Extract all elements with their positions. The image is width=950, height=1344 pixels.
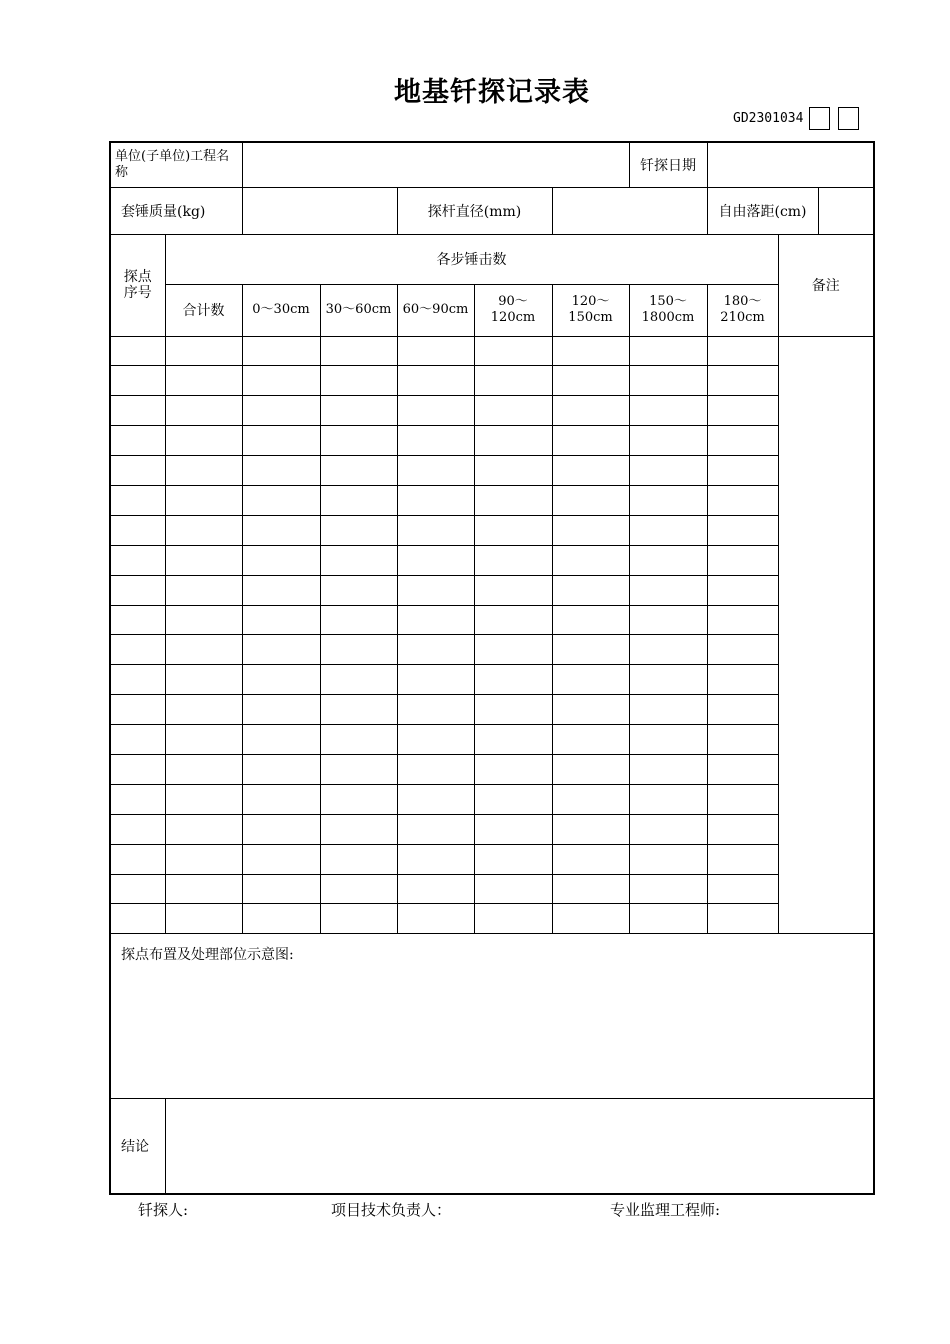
data-cell[interactable] (629, 754, 707, 784)
data-cell[interactable] (707, 784, 778, 814)
data-cell[interactable] (110, 366, 165, 396)
data-cell[interactable] (474, 725, 552, 755)
data-cell[interactable] (110, 456, 165, 486)
table-row (110, 336, 874, 366)
data-cell[interactable] (552, 545, 629, 575)
table-row (110, 784, 874, 814)
table-row (110, 485, 874, 515)
col-90-120: 90～ 120cm (474, 284, 552, 336)
data-cell[interactable] (110, 635, 165, 665)
data-cell[interactable] (629, 784, 707, 814)
table-row (110, 904, 874, 934)
probe-record-table (109, 141, 875, 1195)
data-cell[interactable] (707, 874, 778, 904)
data-cell[interactable] (242, 366, 320, 396)
data-cell[interactable] (397, 396, 474, 426)
data-cell[interactable] (110, 844, 165, 874)
data-cell[interactable] (397, 366, 474, 396)
data-cell[interactable] (397, 515, 474, 545)
table-row (110, 814, 874, 844)
data-cell[interactable] (320, 754, 397, 784)
data-cell[interactable] (397, 695, 474, 725)
col-150-1800: 150～ 1800cm (629, 284, 707, 336)
data-cell[interactable] (242, 695, 320, 725)
hammer-mass-label: 套锤质量(kg) (110, 187, 242, 234)
data-cell[interactable] (552, 904, 629, 934)
data-cell[interactable] (629, 485, 707, 515)
data-cell[interactable] (474, 545, 552, 575)
col-0-30: 0～30cm (242, 284, 320, 336)
remark-field[interactable] (778, 336, 874, 934)
data-cell[interactable] (110, 515, 165, 545)
data-cell[interactable] (552, 695, 629, 725)
data-cell[interactable] (397, 635, 474, 665)
data-cell[interactable] (110, 336, 165, 366)
data-cell[interactable] (110, 695, 165, 725)
blow-count-header: 各步锤击数 (165, 234, 778, 284)
col-60-90: 60～90cm (397, 284, 474, 336)
data-cell[interactable] (165, 784, 242, 814)
data-cell[interactable] (165, 695, 242, 725)
tech-lead-signature-label: 项目技术负责人： (331, 1201, 452, 1219)
data-cell[interactable] (707, 426, 778, 456)
data-cell[interactable] (552, 366, 629, 396)
data-cell[interactable] (165, 725, 242, 755)
remark-header: 备注 (778, 234, 874, 336)
data-cell[interactable] (110, 426, 165, 456)
data-cell[interactable] (320, 605, 397, 635)
data-cell[interactable] (707, 904, 778, 934)
project-name-label: 单位(子单位)工程名称 (110, 142, 242, 187)
data-cell[interactable] (165, 605, 242, 635)
table-row (110, 575, 874, 605)
data-cell[interactable] (397, 545, 474, 575)
data-cell[interactable] (474, 754, 552, 784)
data-cell[interactable] (474, 904, 552, 934)
data-cell[interactable] (474, 844, 552, 874)
data-cell[interactable] (320, 545, 397, 575)
data-cell[interactable] (242, 725, 320, 755)
data-cell[interactable] (552, 396, 629, 426)
data-cell[interactable] (242, 844, 320, 874)
data-cell[interactable] (165, 904, 242, 934)
supervisor-signature-label: 专业监理工程师: (610, 1201, 721, 1219)
data-cell[interactable] (474, 575, 552, 605)
data-cell[interactable] (397, 904, 474, 934)
data-cell[interactable] (397, 485, 474, 515)
data-cell[interactable] (707, 635, 778, 665)
data-cell[interactable] (242, 605, 320, 635)
data-cell[interactable] (474, 605, 552, 635)
col-total: 合计数 (165, 284, 242, 336)
data-cell[interactable] (552, 784, 629, 814)
data-cell[interactable] (707, 725, 778, 755)
data-cell[interactable] (552, 515, 629, 545)
data-cell[interactable] (397, 336, 474, 366)
data-cell[interactable] (707, 814, 778, 844)
data-cell[interactable] (110, 814, 165, 844)
data-cell[interactable] (165, 366, 242, 396)
table-row (110, 635, 874, 665)
data-cell[interactable] (110, 575, 165, 605)
data-cell[interactable] (552, 725, 629, 755)
data-cell[interactable] (242, 396, 320, 426)
data-cell[interactable] (629, 665, 707, 695)
data-cell[interactable] (242, 456, 320, 486)
data-cell[interactable] (320, 336, 397, 366)
data-cell[interactable] (629, 545, 707, 575)
data-cell[interactable] (707, 456, 778, 486)
table-row (110, 426, 874, 456)
data-cell[interactable] (552, 844, 629, 874)
data-cell[interactable] (474, 874, 552, 904)
data-cell[interactable] (397, 874, 474, 904)
data-cell[interactable] (320, 426, 397, 456)
data-cell[interactable] (242, 754, 320, 784)
data-cell[interactable] (320, 665, 397, 695)
data-cell[interactable] (397, 784, 474, 814)
data-cell[interactable] (707, 665, 778, 695)
data-cell[interactable] (165, 575, 242, 605)
data-cell[interactable] (397, 754, 474, 784)
data-cell[interactable] (629, 635, 707, 665)
data-cell[interactable] (242, 336, 320, 366)
layout-sketch-area[interactable]: 探点布置及处理部位示意图: (110, 934, 874, 1099)
data-cell[interactable] (552, 336, 629, 366)
rod-diameter-field[interactable] (552, 187, 707, 234)
data-cell[interactable] (165, 336, 242, 366)
data-cell[interactable] (397, 605, 474, 635)
data-cell[interactable] (552, 754, 629, 784)
data-cell[interactable] (707, 485, 778, 515)
data-cell[interactable] (474, 635, 552, 665)
data-cell[interactable] (320, 844, 397, 874)
data-cell[interactable] (165, 456, 242, 486)
rod-diameter-label: 探杆直径(mm) (397, 187, 552, 234)
data-cell[interactable] (242, 485, 320, 515)
table-row (110, 396, 874, 426)
probe-date-field[interactable] (707, 142, 874, 187)
data-cell[interactable] (110, 874, 165, 904)
col-180-210: 180～ 210cm (707, 284, 778, 336)
data-cell[interactable] (242, 575, 320, 605)
free-drop-field[interactable] (819, 188, 874, 234)
prober-signature-label: 钎探人: (138, 1201, 189, 1219)
data-cell[interactable] (242, 784, 320, 814)
data-cell[interactable] (397, 844, 474, 874)
data-cell[interactable] (474, 485, 552, 515)
data-cell[interactable] (110, 904, 165, 934)
data-cell[interactable] (397, 665, 474, 695)
data-cell[interactable] (320, 635, 397, 665)
table-row (110, 725, 874, 755)
table-row (110, 874, 874, 904)
data-cell[interactable] (165, 665, 242, 695)
data-cell[interactable] (629, 725, 707, 755)
data-cell[interactable] (110, 396, 165, 426)
data-cell[interactable] (629, 426, 707, 456)
table-row (110, 545, 874, 575)
project-name-field[interactable] (242, 142, 629, 187)
data-cell[interactable] (707, 515, 778, 545)
code-box-2[interactable] (838, 107, 859, 130)
data-cell[interactable] (629, 695, 707, 725)
data-cell[interactable] (474, 695, 552, 725)
table-row (110, 844, 874, 874)
data-cell[interactable] (242, 904, 320, 934)
data-cell[interactable] (707, 396, 778, 426)
data-cell[interactable] (629, 396, 707, 426)
data-cell[interactable] (474, 784, 552, 814)
data-cell[interactable] (165, 814, 242, 844)
data-cell[interactable] (397, 426, 474, 456)
data-cell[interactable] (552, 814, 629, 844)
data-cell[interactable] (165, 635, 242, 665)
data-cell[interactable] (552, 874, 629, 904)
data-cell[interactable] (629, 456, 707, 486)
data-cell[interactable] (397, 725, 474, 755)
conclusion-field[interactable] (165, 1099, 874, 1194)
table-row (110, 366, 874, 396)
probe-date-label: 钎探日期 (629, 142, 707, 187)
data-cell[interactable] (552, 635, 629, 665)
data-cell[interactable] (474, 366, 552, 396)
data-cell[interactable] (242, 635, 320, 665)
data-cell[interactable] (242, 665, 320, 695)
data-cell[interactable] (629, 814, 707, 844)
data-cell[interactable] (629, 575, 707, 605)
data-cell[interactable] (242, 426, 320, 456)
data-cell[interactable] (320, 396, 397, 426)
conclusion-label: 结论 (110, 1099, 165, 1194)
data-cell[interactable] (320, 695, 397, 725)
data-cell[interactable] (320, 456, 397, 486)
table-row (110, 754, 874, 784)
data-cell[interactable] (552, 575, 629, 605)
data-cell[interactable] (629, 515, 707, 545)
data-cell[interactable] (552, 426, 629, 456)
data-cell[interactable] (397, 575, 474, 605)
data-cell[interactable] (242, 874, 320, 904)
code-box-1[interactable] (809, 107, 830, 130)
data-cell[interactable] (320, 485, 397, 515)
table-row (110, 605, 874, 635)
data-cell[interactable] (552, 456, 629, 486)
data-cell[interactable] (110, 725, 165, 755)
form-code: GD2301034 (733, 111, 804, 126)
data-cell[interactable] (474, 515, 552, 545)
hammer-mass-field[interactable] (242, 187, 397, 234)
data-cell[interactable] (110, 784, 165, 814)
drop-cell (707, 187, 874, 234)
data-cell[interactable] (242, 515, 320, 545)
data-cell[interactable] (552, 485, 629, 515)
data-cell[interactable] (110, 665, 165, 695)
data-cell[interactable] (474, 814, 552, 844)
data-cell[interactable] (707, 695, 778, 725)
table-row (110, 665, 874, 695)
data-cell[interactable] (629, 336, 707, 366)
data-cell[interactable] (707, 366, 778, 396)
data-cell[interactable] (397, 456, 474, 486)
data-cell[interactable] (707, 545, 778, 575)
page-title: 地基钎探记录表 (394, 77, 590, 108)
col-120-150: 120～ 150cm (552, 284, 629, 336)
data-cell[interactable] (474, 426, 552, 456)
data-cell[interactable] (474, 665, 552, 695)
data-cell[interactable] (552, 605, 629, 635)
table-row (110, 695, 874, 725)
data-cell[interactable] (242, 814, 320, 844)
col-30-60: 30～60cm (320, 284, 397, 336)
data-cell[interactable] (707, 605, 778, 635)
point-number-header (110, 234, 165, 336)
data-cell[interactable] (629, 874, 707, 904)
free-drop-label: 自由落距(cm) (708, 188, 819, 234)
data-cell[interactable] (320, 814, 397, 844)
data-cell[interactable] (474, 336, 552, 366)
table-row (110, 515, 874, 545)
data-cell[interactable] (165, 874, 242, 904)
data-cell[interactable] (165, 426, 242, 456)
data-cell[interactable] (474, 396, 552, 426)
data-cell[interactable] (629, 605, 707, 635)
table-row (110, 456, 874, 486)
data-cell[interactable] (707, 336, 778, 366)
data-cell[interactable] (320, 515, 397, 545)
data-cell[interactable] (320, 366, 397, 396)
data-cell[interactable] (110, 754, 165, 784)
data-cell[interactable] (629, 844, 707, 874)
data-cell[interactable] (165, 396, 242, 426)
data-cell[interactable] (320, 874, 397, 904)
data-cell[interactable] (320, 904, 397, 934)
data-cell[interactable] (165, 754, 242, 784)
data-cell[interactable] (707, 844, 778, 874)
data-cell[interactable] (110, 545, 165, 575)
data-cell[interactable] (320, 784, 397, 814)
data-cell[interactable] (629, 366, 707, 396)
data-cell[interactable] (629, 904, 707, 934)
data-cell[interactable] (110, 605, 165, 635)
data-cell[interactable] (165, 485, 242, 515)
data-cell[interactable] (707, 575, 778, 605)
data-cell[interactable] (320, 575, 397, 605)
data-cell[interactable] (474, 456, 552, 486)
data-cell[interactable] (320, 725, 397, 755)
data-cell[interactable] (165, 545, 242, 575)
data-cell[interactable] (165, 515, 242, 545)
data-cell[interactable] (707, 754, 778, 784)
point-number-label: 探点序号 (123, 269, 152, 301)
data-cell[interactable] (552, 665, 629, 695)
data-cell[interactable] (242, 545, 320, 575)
data-cell[interactable] (165, 844, 242, 874)
data-cell[interactable] (397, 814, 474, 844)
data-cell[interactable] (110, 485, 165, 515)
